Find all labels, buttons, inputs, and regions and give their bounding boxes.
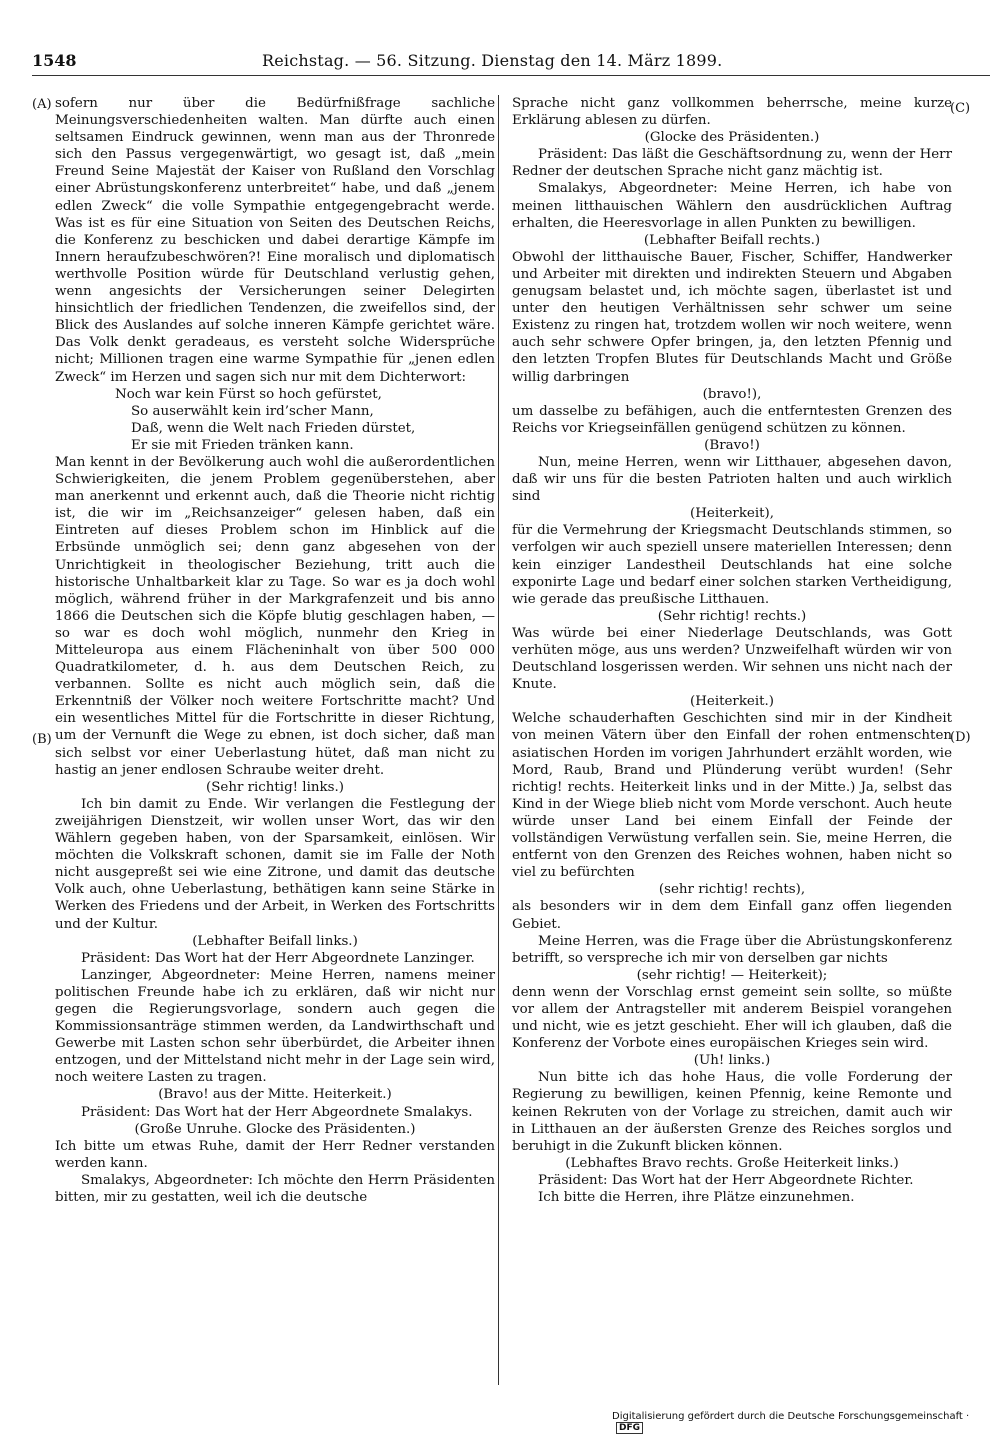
interjection: (Bravo!) bbox=[704, 437, 760, 453]
interjection: (Heiterkeit.) bbox=[690, 694, 774, 710]
paragraph: für die Vermehrung der Kriegsmacht Deutschlands stimmen, so verfolgen wir auch speziell unsere materiellen Interessen; denn kein einziger Landestheil Deutschlands hat eine solche exponirte Lage und bedarf einer solchen starken Vertheidigung, wie gerade das preußische Litthauen. bbox=[512, 523, 952, 607]
paragraph: Meine Herren, was die Frage über die Abrüstungskonferenz betrifft, so verspreche ich mir von derselben gar nichts bbox=[512, 933, 952, 966]
speaker-paragraph: Smalakys, Abgeordneter: Meine Herren, ich habe von meinen litthauischen Wählern den ausdrücklichen Auftrag erhalten, die Heeresvorlage in allen Punkten zu bewilligen. bbox=[512, 181, 952, 231]
paragraph: denn wenn der Vorschlag ernst gemeint sein sollte, so müßte vor allem der Antragsteller mit anderem Beispiel vorangehen und nicht, wie es jetzt geschieht. Eher will ich glauben, daß die Konferenz der Vorbote eines europäischen Krieges sein wird. bbox=[512, 984, 952, 1052]
margin-mark-d: (D) bbox=[950, 730, 971, 745]
paragraph: Obwohl der litthauische Bauer, Fischer, Schiffer, Handwerker und Arbeiter mit direkten und indirekten Steuern und Abgaben genugsam belastet und, ich möchte sagen, überlastet ist und unter den heutigen Verhältnissen sehr schwer um seine Existenz zu ringen hat, trotzdem wollen wir noch weitere, wenn auch sehr schwere Opfer bringen, ja, den letzten Pfennig und den letzten Tropfen Blutes für Deutschlands Macht und Größe willig darbringen bbox=[512, 249, 952, 385]
paragraph: Man kennt in der Bevölkerung auch wohl die außerordentlichen Schwierigkeiten, die jenem Problem gegenüberstehen, aber man anerkennt und erkennt auch, daß die Theorie nicht richtig ist, die wir im „Reichsanzeiger“ gelesen haben, daß ein Eintreten auf dieses Problem schon im Hinblick auf die Erbsünde unmöglich sei; denn ganz abgesehen von der Unrichtigkeit in theologischer Beziehung, tritt auch die historische Unhaltbarkeit klar zu Tage. So war es ja doch wohl möglich, während früher in der Markgrafenzeit und bis anno 1866 die Deutschen sich die Köpfe blutig geschlagen haben, — so war es doch wohl möglich, nunmehr den Krieg in Mitteleuropa aus einem Flächeninhalt von über 500 000 Quadratkilometer, d. h. aus dem Deutschen Reich, zu verbannen. Sollte es nicht auch möglich sein, daß die Erkenntniß der Völker noch weitere Fortschritte macht? Und ein wesentliches Mittel für die Fortschritte in dieser Richtung, um der Vernunft die Wege zu ebnen, ist doch sicher, daß man sich selbst vor einer Ueberlastung hütet, daß man nicht zu hastig an jener endlosen Schraube weiter dreht. bbox=[55, 454, 495, 778]
paragraph: Ich bin damit zu Ende. Wir verlangen die Festlegung der zweijährigen Dienstzeit, wir wollen unser Wort, das wir den Wählern gegeben haben, von der Sparsamkeit, einlösen. Wir möchten die Volkskraft schonen, damit sie im Falle der Noth nicht ausgepreßt sei wie eine Zitrone, und damit das deutsche Volk auch, ohne Ueberlastung, bethätigen kann seine Stärke in Werken des Friedens und der Arbeit, in Werken des Fortschritts und der Kultur. bbox=[55, 796, 495, 932]
footer bbox=[612, 1411, 1000, 1434]
interjection: (Lebhafter Beifall links.) bbox=[192, 933, 358, 949]
verse-line: So auserwählt kein ird’scher Mann, bbox=[131, 403, 374, 419]
interjection: (Große Unruhe. Glocke des Präsidenten.) bbox=[134, 1121, 416, 1137]
paragraph: Sprache nicht ganz vollkommen beherrsche, meine kurze Erklärung ablesen zu dürfen. bbox=[512, 96, 952, 129]
paragraph: Ich bitte die Herren, ihre Plätze einzunehmen. bbox=[538, 1190, 855, 1205]
interjection: (sehr richtig! rechts), bbox=[658, 882, 806, 898]
paragraph: Nun bitte ich das hohe Haus, die volle Forderung der Regierung zu bewilligen, keinen Pfennig, keine Remonte und keinen Rekruten von der Vorlage zu streichen, damit auch wir in Litthauen an der äußersten Grenze des Reiches sorglos und beruhigt in die Zukunft blicken können. bbox=[512, 1070, 952, 1154]
margin-mark-b: (B) bbox=[32, 732, 52, 747]
left-column bbox=[55, 95, 495, 1206]
interjection: (Uh! links.) bbox=[693, 1053, 771, 1069]
verse-line: Er sie mit Frieden tränken kann. bbox=[131, 437, 354, 453]
right-column bbox=[512, 95, 952, 1206]
interjection: (Sehr richtig! links.) bbox=[206, 779, 344, 795]
interjection: (Heiterkeit), bbox=[690, 506, 774, 522]
paragraph: um dasselbe zu befähigen, auch die entferntesten Grenzen des Reichs vor Kriegseinfällen genügend schützen zu können. bbox=[512, 403, 952, 436]
paragraph: sofern nur über die Bedürfnißfrage sachliche Meinungsverschiedenheiten walten. Man dürfte auch einen seltsamen Eindruck gewinnen, wenn man aus der Thronrede sich den Passus vergegenwärtigt, wo gesagt ist, daß „mein Freund Seine Majestät der Kaiser von Rußland den Vorschlag einer Abrüstungskonferenz unterbreitet“ habe, und daß „jenem edlen Zweck“ die volle Sympathie entgegengebracht werde. Was ist es für eine Situation von Seiten des Deutschen Reichs, die Konferenz zu beschicken und dabei derartige Kämpfe im Innern heraufzubeschwören?! Eine moralisch und diplomatisch werthvolle Position würde für Deutschland verlustig gehen, wenn angesichts der Versicherungen seiner Delegirten hinsichtlich der friedlichen Tendenzen, die zweifellos sind, der Blick des Auslandes auf solche inneren Kämpfe gerichtet wäre. Das Volk denkt geradeaus, es versteht solche Widersprüche nicht; Millionen tragen eine warme Sympathie für „jenen edlen Zweck“ im Herzen und sagen sich nur mit dem Dichterwort: bbox=[55, 96, 495, 385]
speaker-paragraph: Smalakys, Abgeordneter: Ich möchte den Herrn Präsidenten bitten, mir zu gestatten, weil ich die deutsche bbox=[55, 1172, 495, 1205]
margin-mark-c: (C) bbox=[950, 101, 971, 116]
dfg-logo: DFG bbox=[616, 1422, 643, 1434]
page-number: 1548 bbox=[32, 51, 77, 70]
speaker-paragraph: Präsident: Das Wort hat der Herr Abgeordnete Lanzinger. bbox=[81, 950, 475, 966]
page-header bbox=[32, 50, 992, 72]
interjection: (Lebhafter Beifall rechts.) bbox=[643, 232, 821, 248]
paragraph: Nun, meine Herren, wenn wir Litthauer, abgesehen davon, daß wir uns für die besten Patrioten halten und auch wirklich sind bbox=[512, 454, 952, 505]
verse-line: Daß, wenn die Welt nach Frieden dürstet, bbox=[131, 420, 416, 436]
margin-mark-a: (A) bbox=[32, 97, 52, 112]
speaker-paragraph: Lanzinger, Abgeordneter: Meine Herren, namens meiner politischen Freunde habe ich zu erklären, daß wir nicht nur gegen die Regierungsvorlage, sondern auch gegen die Kommissionsanträge stimmen werden, da Landwirthschaft und Gewerbe mit Lasten schon sehr überbürdet, die Arbeiter ihnen entzogen, und der Mittelstand nicht mehr in der Lage sein wird, noch weitere Lasten zu tragen. bbox=[55, 967, 495, 1086]
header-rule bbox=[32, 75, 990, 76]
verse-line: Noch war kein Fürst so hoch gefürstet, bbox=[115, 386, 382, 402]
paragraph: als besonders wir in dem dem Einfall ganz offen liegenden Gebiet. bbox=[512, 899, 952, 932]
paragraph: Ich bitte um etwas Ruhe, damit der Herr Redner verstanden werden kann. bbox=[55, 1138, 495, 1171]
paragraph: Was würde bei einer Niederlage Deutschlands, was Gott verhüten möge, aus uns werden? Unzweifelhaft würden wir von Deutschland losgerissen werden. Wir sehnen uns nicht nach der Knute. bbox=[512, 625, 952, 693]
interjection: (Lebhaftes Bravo rechts. Große Heiterkeit links.) bbox=[565, 1155, 899, 1171]
speaker-paragraph: Präsident: Das Wort hat der Herr Abgeordnete Richter. bbox=[538, 1172, 914, 1188]
column-divider bbox=[498, 95, 499, 1385]
speaker-paragraph: Präsident: Das Wort hat der Herr Abgeordnete Smalakys. bbox=[81, 1104, 473, 1120]
interjection: (Sehr richtig! rechts.) bbox=[657, 608, 807, 624]
footer-text: Digitalisierung gefördert durch die Deutsche Forschungsgemeinschaft · bbox=[612, 1411, 970, 1422]
paragraph: Welche schauderhaften Geschichten sind mir in der Kindheit von meinen Vätern über den Einfall der rohen entmenschten asiatischen Horden im vorigen Jahrhundert erzählt worden, wie Mord, Raub, Brand und Plünderung verübt wurden! (Sehr richtig! rechts. Heiterkeit links und in der Mitte.) Ja, selbst das Kind in der Wiege blieb nicht vom Morde verschont. Auch heute würde unser Land bei einem Einfall der Feinde der vollständigen Verwüstung verfallen sein. Sie, meine Herren, die entfernt von den Grenzen des Reiches wohnen, haben nicht so viel zu befürchten bbox=[512, 711, 952, 881]
speaker-paragraph: Präsident: Das läßt die Geschäftsordnung zu, wenn der Herr Redner der deutschen Sprache nicht ganz mächtig ist. bbox=[512, 147, 952, 180]
interjection: (sehr richtig! — Heiterkeit); bbox=[636, 967, 828, 983]
running-title: Reichstag. — 56. Sitzung. Dienstag den 14. März 1899. bbox=[262, 51, 723, 70]
interjection: (bravo!), bbox=[702, 386, 762, 402]
interjection: (Bravo! aus der Mitte. Heiterkeit.) bbox=[158, 1087, 392, 1103]
interjection: (Glocke des Präsidenten.) bbox=[644, 130, 820, 146]
